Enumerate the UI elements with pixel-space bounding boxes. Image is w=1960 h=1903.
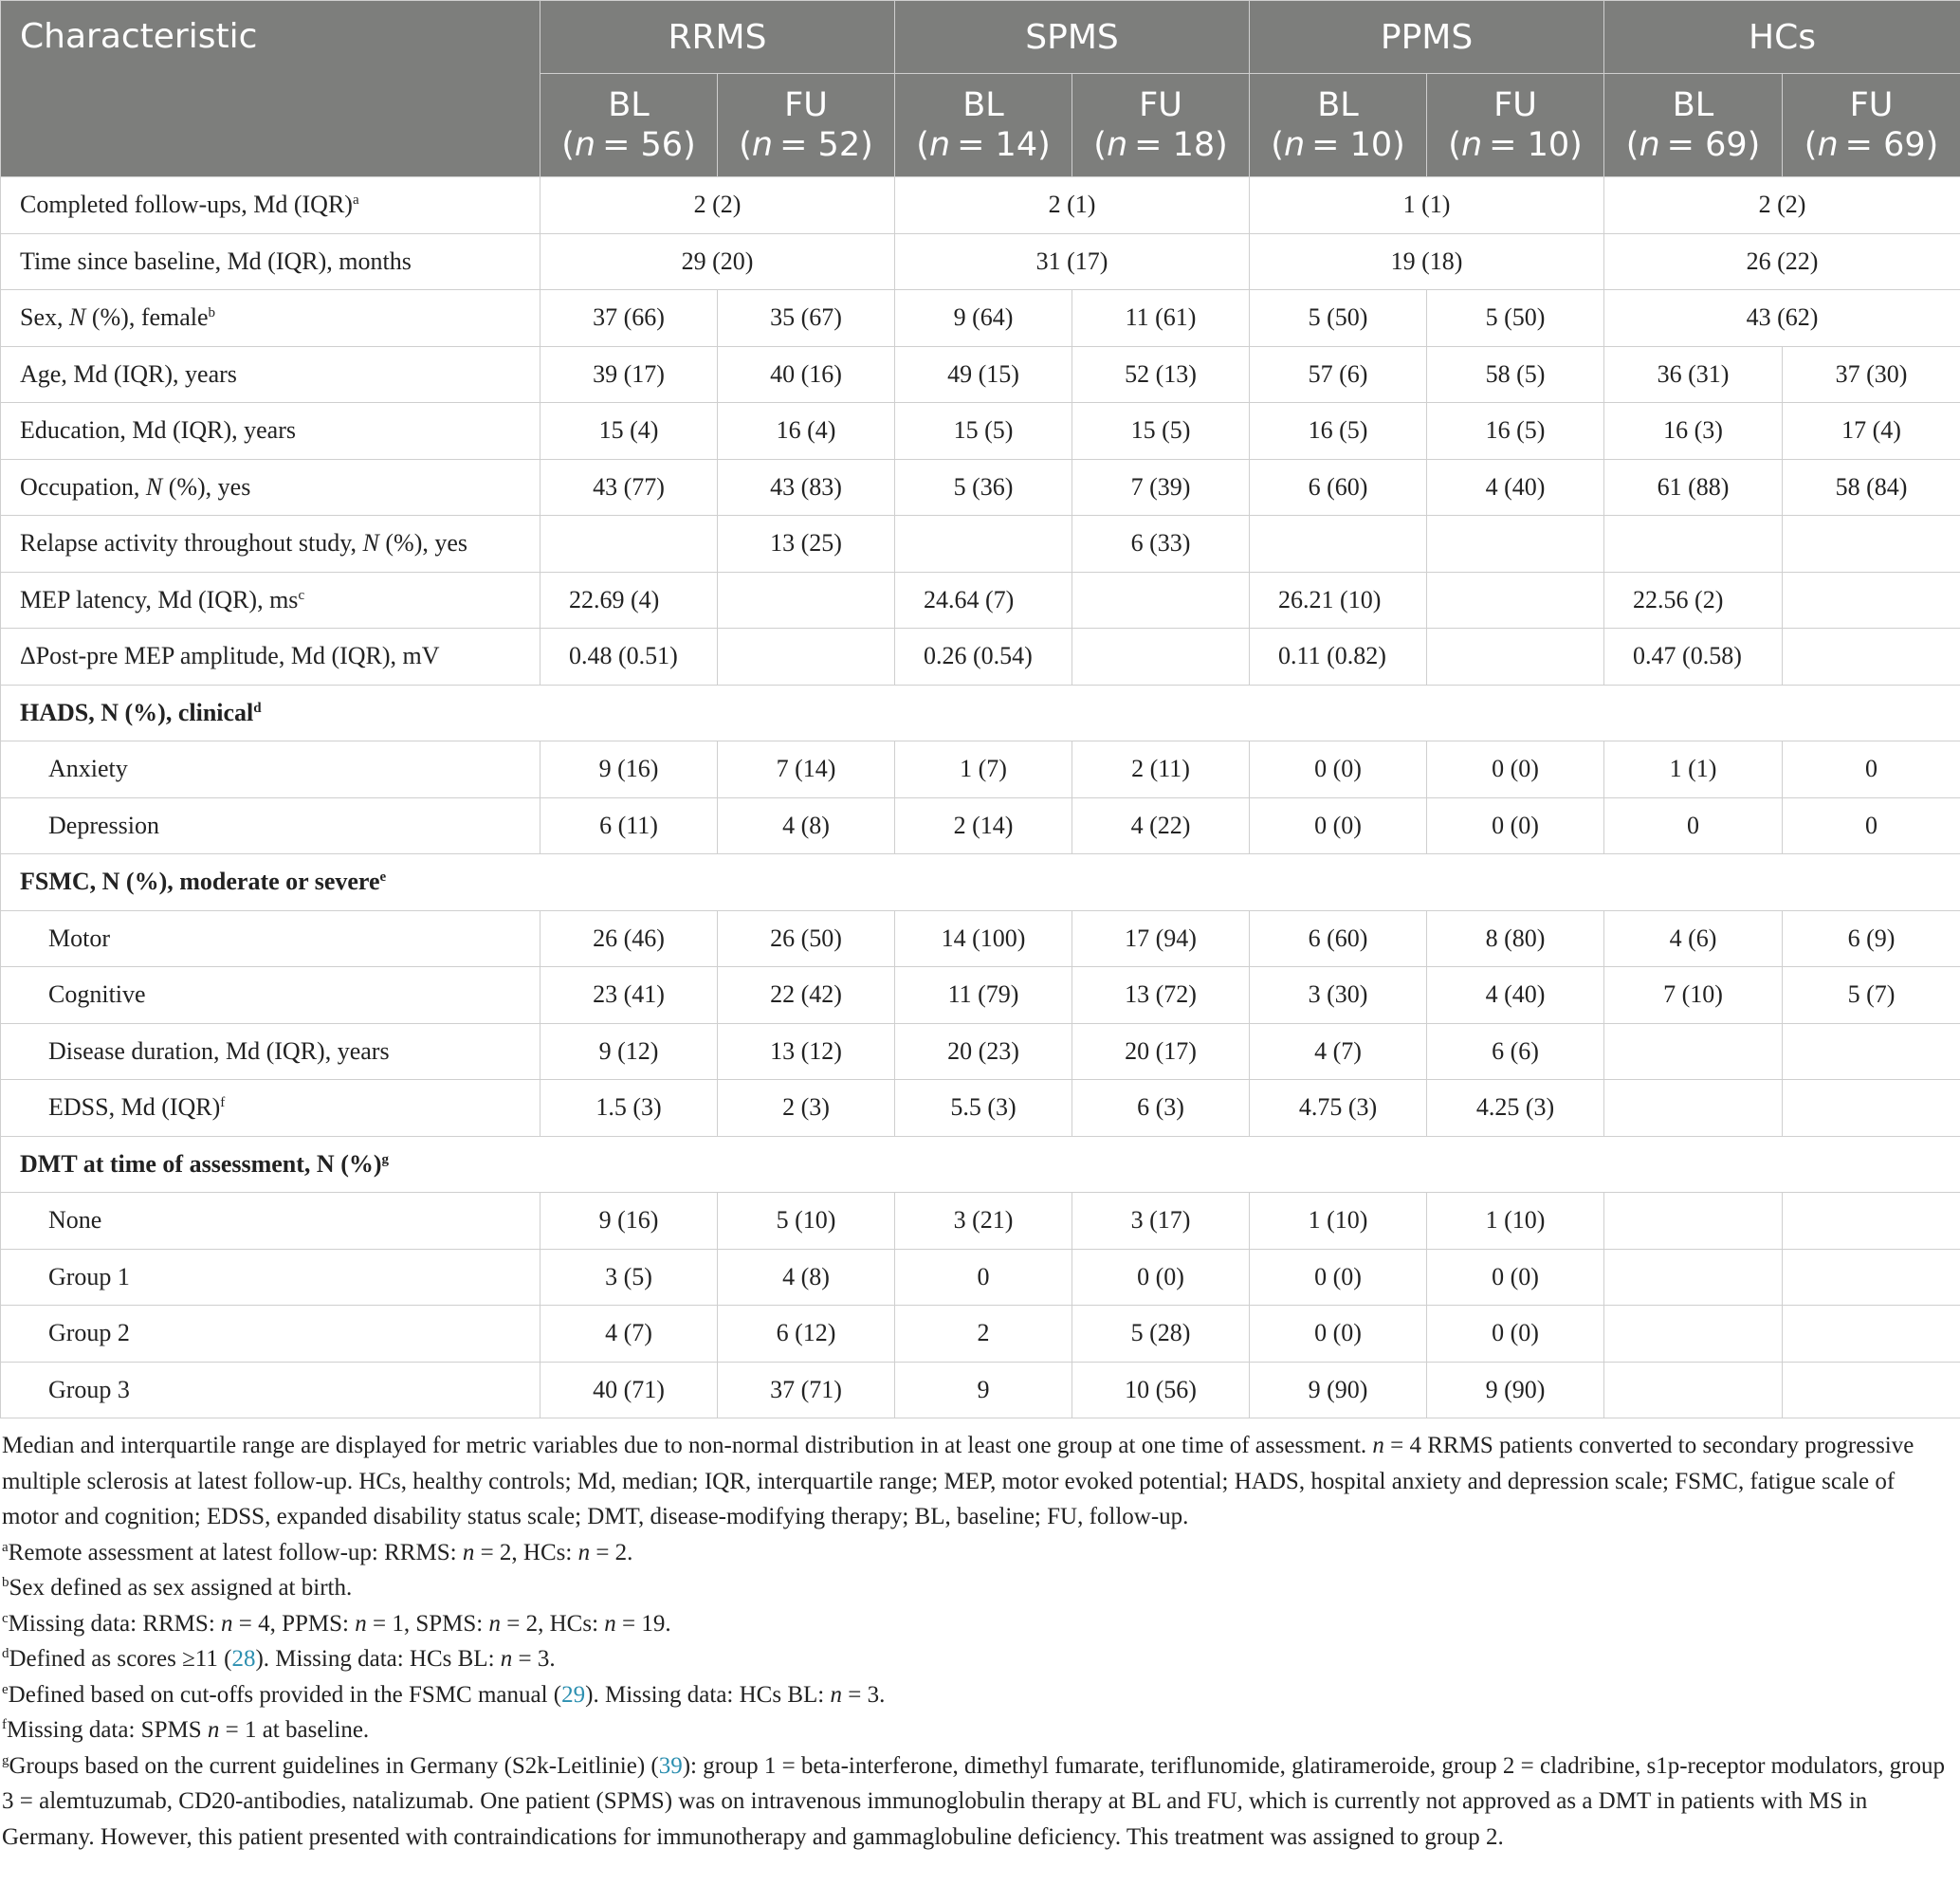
table-cell: 4.75 (3) — [1250, 1080, 1427, 1137]
table-cell: 5 (10) — [718, 1193, 895, 1250]
table-cell: 36 (31) — [1604, 346, 1783, 403]
table-row — [1, 1249, 1960, 1306]
table-cell: 2 (1) — [895, 177, 1250, 234]
table-cell: 6 (60) — [1250, 459, 1427, 516]
table-cell: 9 (90) — [1427, 1362, 1604, 1418]
table-cell: 3 (5) — [540, 1249, 718, 1306]
table-cell: 1 (10) — [1250, 1193, 1427, 1250]
table-cell — [1427, 629, 1604, 686]
table-cell: 58 (84) — [1783, 459, 1960, 516]
timepoint-header: BL (n = 56) — [540, 74, 718, 177]
table-cell — [718, 572, 895, 629]
table-cell: 7 (14) — [718, 741, 895, 798]
row-label: EDSS, Md (IQR)$^f$ — [1, 1080, 540, 1137]
table-cell: 4 (7) — [1250, 1023, 1427, 1080]
table-cell: 9 (16) — [540, 1193, 718, 1250]
table-cell — [1783, 1362, 1960, 1418]
table-cell: 0.48 (0.51) — [540, 629, 718, 686]
row-label: Age, Md (IQR), years — [1, 346, 540, 403]
table-cell — [718, 629, 895, 686]
table-cell — [1783, 1193, 1960, 1250]
table-cell: 11 (61) — [1072, 290, 1250, 347]
table-cell: 2 (11) — [1072, 741, 1250, 798]
table-cell: 0 (0) — [1250, 1249, 1427, 1306]
group-header: RRMS — [540, 1, 895, 74]
table-cell: 20 (23) — [895, 1023, 1072, 1080]
table-cell: 10 (56) — [1072, 1362, 1250, 1418]
table-cell: 5.5 (3) — [895, 1080, 1072, 1137]
table-cell: 17 (4) — [1783, 403, 1960, 460]
table-row — [1, 177, 1960, 234]
table-cell: 16 (3) — [1604, 403, 1783, 460]
table-cell: 6 (3) — [1072, 1080, 1250, 1137]
table-cell: 26 (46) — [540, 910, 718, 967]
table-cell: 37 (30) — [1783, 346, 1960, 403]
row-label: Disease duration, Md (IQR), years — [1, 1023, 540, 1080]
characteristic-header: Characteristic — [1, 1, 540, 177]
table-cell: 22 (42) — [718, 967, 895, 1024]
row-label: Cognitive — [1, 967, 540, 1024]
table-row — [1, 233, 1960, 290]
row-label: Relapse activity throughout study, N (%), yes — [1, 516, 540, 573]
timepoint-header: BL (n = 14) — [895, 74, 1072, 177]
table-cell: 16 (5) — [1250, 403, 1427, 460]
row-label: Group 1 — [1, 1249, 540, 1306]
table-row — [1, 572, 1960, 629]
row-label: Education, Md (IQR), years — [1, 403, 540, 460]
row-label: Group 3 — [1, 1362, 540, 1418]
table-cell: 14 (100) — [895, 910, 1072, 967]
table-cell: 0 — [1783, 741, 1960, 798]
section-row — [1, 1136, 1960, 1193]
table-cell: 4.25 (3) — [1427, 1080, 1604, 1137]
table-cell: 0.11 (0.82) — [1250, 629, 1427, 686]
row-label: Time since baseline, Md (IQR), months — [1, 233, 540, 290]
table-cell: 37 (71) — [718, 1362, 895, 1418]
table-cell: 9 (90) — [1250, 1362, 1427, 1418]
timepoint-header: BL (n = 10) — [1250, 74, 1427, 177]
table-cell: 43 (62) — [1604, 290, 1960, 347]
table-cell: 20 (17) — [1072, 1023, 1250, 1080]
table-cell: 1.5 (3) — [540, 1080, 718, 1137]
table-cell: 0 (0) — [1427, 797, 1604, 854]
row-label: Sex, N (%), female$^b$ — [1, 290, 540, 347]
footnote: $^g$Groups based on the current guidelines in Germany (S2k-Leitlinie) (39): group 1 = beta-interferone, dimethyl fumarate, teriflunomide, glatirameroide, group 2 = cladribine, s1p-receptor modulators, group 3 = alemtuzumab, CD20-antibodies, natalizumab. One patient (SPMS) was on intravenous immunoglobulin therapy at BL and FU, which is currently not approved as a DMT in patients with MS in Germany. However, this patient presented with contraindications for immunotherapy and gammaglobuline deficiency. This treatment was assigned to group 2. — [2, 1752, 1945, 1850]
table-cell — [1604, 1080, 1783, 1137]
table-cell: 13 (25) — [718, 516, 895, 573]
row-label: DMT at time of assessment, N (%)$^g$ — [1, 1136, 1960, 1193]
footnote: $^b$Sex defined as sex assigned at birth. — [2, 1575, 353, 1601]
table-cell: 4 (40) — [1427, 967, 1604, 1024]
table-cell: 35 (67) — [718, 290, 895, 347]
row-label: HADS, N (%), clinical$^d$ — [1, 685, 1960, 741]
table-cell: 13 (72) — [1072, 967, 1250, 1024]
table-cell: 9 — [895, 1362, 1072, 1418]
table-cell: 43 (77) — [540, 459, 718, 516]
table-row — [1, 797, 1960, 854]
table-cell: 3 (30) — [1250, 967, 1427, 1024]
table-cell: 23 (41) — [540, 967, 718, 1024]
table-cell: 52 (13) — [1072, 346, 1250, 403]
table-row — [1, 741, 1960, 798]
table-cell: 0 (0) — [1427, 741, 1604, 798]
table-cell: 15 (4) — [540, 403, 718, 460]
table-cell: 0.26 (0.54) — [895, 629, 1072, 686]
table-cell: 58 (5) — [1427, 346, 1604, 403]
table-cell: 0 (0) — [1250, 1306, 1427, 1363]
table-cell: 6 (12) — [718, 1306, 895, 1363]
footnote: $^a$Remote assessment at latest follow-up: RRMS: n = 2, HCs: n = 2. — [2, 1539, 633, 1565]
table-cell: 6 (11) — [540, 797, 718, 854]
table-cell: 0 — [895, 1249, 1072, 1306]
table-cell: 0 (0) — [1427, 1249, 1604, 1306]
table-row — [1, 346, 1960, 403]
table-cell: 26 (50) — [718, 910, 895, 967]
table-cell: 5 (50) — [1427, 290, 1604, 347]
table-cell — [1604, 1362, 1783, 1418]
row-label: Group 2 — [1, 1306, 540, 1363]
table-cell — [540, 516, 718, 573]
group-header: HCs — [1604, 1, 1960, 74]
table-cell — [1604, 1193, 1783, 1250]
table-cell: 4 (22) — [1072, 797, 1250, 854]
table-row — [1, 290, 1960, 347]
table-cell: 1 (7) — [895, 741, 1072, 798]
table-cell: 5 (36) — [895, 459, 1072, 516]
table-cell: 2 (3) — [718, 1080, 895, 1137]
group-header: PPMS — [1250, 1, 1604, 74]
table-cell: 4 (8) — [718, 1249, 895, 1306]
table-cell: 6 (9) — [1783, 910, 1960, 967]
table-cell: 6 (60) — [1250, 910, 1427, 967]
table-row — [1, 629, 1960, 686]
table-cell — [1783, 1249, 1960, 1306]
table-cell: 1 (10) — [1427, 1193, 1604, 1250]
row-label: None — [1, 1193, 540, 1250]
row-label: FSMC, N (%), moderate or severe$^e$ — [1, 854, 1960, 911]
table-row — [1, 967, 1960, 1024]
table-cell — [1604, 1023, 1783, 1080]
table-cell: 17 (94) — [1072, 910, 1250, 967]
table-cell: 24.64 (7) — [895, 572, 1072, 629]
table-cell: 1 (1) — [1604, 741, 1783, 798]
table-cell — [1783, 1080, 1960, 1137]
table-cell: 7 (39) — [1072, 459, 1250, 516]
row-label: Completed follow-ups, Md (IQR)$^a$ — [1, 177, 540, 234]
footnote: $^d$Defined as scores ≥11 (28). Missing data: HCs BL: n = 3. — [2, 1646, 556, 1672]
row-label: Anxiety — [1, 741, 540, 798]
table-cell — [1072, 572, 1250, 629]
table-row — [1, 1362, 1960, 1418]
table-cell: 7 (10) — [1604, 967, 1783, 1024]
table-cell: 4 (6) — [1604, 910, 1783, 967]
table-cell: 49 (15) — [895, 346, 1072, 403]
timepoint-header: BL (n = 69) — [1604, 74, 1783, 177]
table-cell: 3 (17) — [1072, 1193, 1250, 1250]
table-cell — [1783, 1023, 1960, 1080]
table-cell: 37 (66) — [540, 290, 718, 347]
table-cell: 29 (20) — [540, 233, 895, 290]
table-row — [1, 1306, 1960, 1363]
table-cell: 0.47 (0.58) — [1604, 629, 1783, 686]
group-header: SPMS — [895, 1, 1250, 74]
table-cell: 43 (83) — [718, 459, 895, 516]
table-cell: 13 (12) — [718, 1023, 895, 1080]
table-cell — [895, 516, 1072, 573]
table-cell: 39 (17) — [540, 346, 718, 403]
table-cell: 4 (40) — [1427, 459, 1604, 516]
table-cell: 40 (71) — [540, 1362, 718, 1418]
timepoint-header: FU (n = 52) — [718, 74, 895, 177]
table-cell: 5 (50) — [1250, 290, 1427, 347]
table-row — [1, 516, 1960, 573]
row-label: MEP latency, Md (IQR), $ms^c$ — [1, 572, 540, 629]
table-cell: 0 (0) — [1427, 1306, 1604, 1363]
table-row — [1, 459, 1960, 516]
table-cell: 61 (88) — [1604, 459, 1783, 516]
table-body — [1, 177, 1960, 1418]
table-cell: 1 (1) — [1250, 177, 1604, 234]
table-row — [1, 1080, 1960, 1137]
row-label: Occupation, N (%), yes — [1, 459, 540, 516]
timepoint-header: FU (n = 18) — [1072, 74, 1250, 177]
row-label: ΔPost-pre MEP amplitude, Md (IQR), mV — [1, 629, 540, 686]
table-cell: 4 (7) — [540, 1306, 718, 1363]
section-row — [1, 685, 1960, 741]
table-cell: 57 (6) — [1250, 346, 1427, 403]
table-cell: 22.56 (2) — [1604, 572, 1783, 629]
table-row — [1, 1193, 1960, 1250]
table-row — [1, 1023, 1960, 1080]
footnote: Median and interquartile range are displayed for metric variables due to non-normal distribution in at least one group at one time of assessment. n = 4 RRMS patients converted to secondary progressive multiple sclerosis at latest follow-up. HCs, healthy controls; Md, median; IQR, interquartile range; MEP, motor evoked potential; HADS, hospital anxiety and depression scale; FSMC, fatigue scale of motor and cognition; EDSS, expanded disability status scale; DMT, disease-modifying therapy; BL, baseline; FU, follow-up. — [2, 1433, 1914, 1529]
table-cell: 6 (6) — [1427, 1023, 1604, 1080]
table-cell: 19 (18) — [1250, 233, 1604, 290]
group-header-row — [1, 1, 1960, 74]
section-row — [1, 854, 1960, 911]
table-cell — [1250, 516, 1427, 573]
table-cell — [1604, 1249, 1783, 1306]
table-cell: 0 — [1604, 797, 1783, 854]
table-cell: 9 (12) — [540, 1023, 718, 1080]
table-cell — [1604, 1306, 1783, 1363]
table-cell: 9 (64) — [895, 290, 1072, 347]
table-cell: 5 (7) — [1783, 967, 1960, 1024]
table-cell: 2 (2) — [1604, 177, 1960, 234]
table-cell: 16 (5) — [1427, 403, 1604, 460]
table-cell: 26 (22) — [1604, 233, 1960, 290]
table-cell — [1783, 516, 1960, 573]
timepoint-header: FU (n = 10) — [1427, 74, 1604, 177]
table-cell: 31 (17) — [895, 233, 1250, 290]
table-footnotes — [0, 1418, 1960, 1855]
table-cell — [1783, 572, 1960, 629]
table-cell: 2 — [895, 1306, 1072, 1363]
table-cell: 11 (79) — [895, 967, 1072, 1024]
table-cell — [1072, 629, 1250, 686]
row-label: Motor — [1, 910, 540, 967]
table-cell — [1783, 629, 1960, 686]
table-row — [1, 910, 1960, 967]
footnote: $^c$Missing data: RRMS: n = 4, PPMS: n = 1, SPMS: n = 2, HCs: n = 19. — [2, 1610, 671, 1637]
row-label: Depression — [1, 797, 540, 854]
table-cell: 22.69 (4) — [540, 572, 718, 629]
table-cell: 2 (2) — [540, 177, 895, 234]
table-cell: 40 (16) — [718, 346, 895, 403]
table-cell: 0 (0) — [1072, 1249, 1250, 1306]
table-cell: 8 (80) — [1427, 910, 1604, 967]
table-row — [1, 403, 1960, 460]
table-cell: 15 (5) — [895, 403, 1072, 460]
table-cell: 9 (16) — [540, 741, 718, 798]
table-cell — [1427, 516, 1604, 573]
table-cell: 3 (21) — [895, 1193, 1072, 1250]
footnote: $^e$Defined based on cut-offs provided in the FSMC manual (29). Missing data: HCs BL: n = 3. — [2, 1681, 886, 1708]
timepoint-header: FU (n = 69) — [1783, 74, 1960, 177]
table-cell — [1427, 572, 1604, 629]
table-cell: 0 — [1783, 797, 1960, 854]
table-cell: 4 (8) — [718, 797, 895, 854]
table-cell: 16 (4) — [718, 403, 895, 460]
footnote: $^f$Missing data: SPMS n = 1 at baseline. — [2, 1717, 370, 1743]
table-cell — [1783, 1306, 1960, 1363]
table-cell: 2 (14) — [895, 797, 1072, 854]
table-cell: 5 (28) — [1072, 1306, 1250, 1363]
table-cell: 6 (33) — [1072, 516, 1250, 573]
table-cell: 0 (0) — [1250, 797, 1427, 854]
table-cell: 26.21 (10) — [1250, 572, 1427, 629]
table-cell: 15 (5) — [1072, 403, 1250, 460]
table-cell: 0 (0) — [1250, 741, 1427, 798]
table-cell — [1604, 516, 1783, 573]
